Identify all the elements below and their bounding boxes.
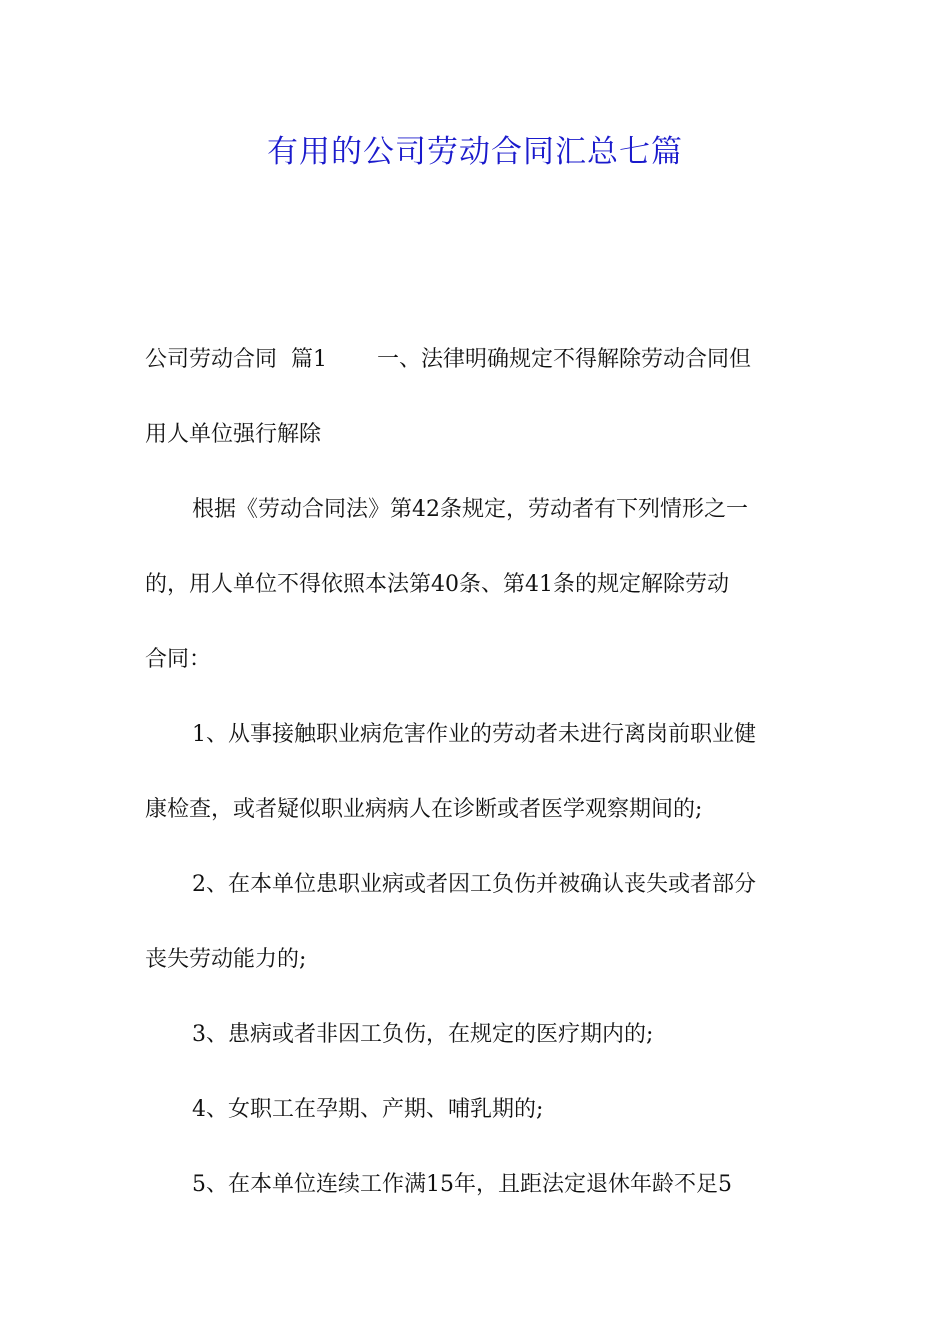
paragraph-line-1	[145, 340, 815, 380]
paragraph-line-5: 合同：	[145, 647, 212, 672]
document-title: 有用的公司劳动合同汇总七篇	[267, 134, 683, 170]
list-item-1-line-1: 1、从事接触职业病危害作业的劳动者未进行离岗前职业健	[192, 722, 756, 747]
list-item-2-line-2: 丧失劳动能力的;	[145, 947, 307, 972]
paragraph-line-3: 根据《劳动合同法》第42条规定，劳动者有下列情形之一	[192, 497, 748, 522]
list-item-3: 3、患病或者非因工负伤，在规定的医疗期内的;	[192, 1022, 654, 1047]
section-heading: 公司劳动合同 篇1	[145, 347, 327, 372]
list-item-4: 4、女职工在孕期、产期、哺乳期的;	[192, 1097, 544, 1122]
clause-heading-line: 一、法律明确规定不得解除劳动合同但	[376, 347, 751, 372]
list-item-1-line-2: 康检查，或者疑似职业病病人在诊断或者医学观察期间的;	[145, 797, 703, 822]
paragraph-line-4: 的，用人单位不得依照本法第40条、第41条的规定解除劳动	[145, 572, 729, 597]
paragraph-line-2: 用人单位强行解除	[145, 422, 322, 447]
list-item-5-line-1: 5、在本单位连续工作满15年，且距法定退休年龄不足5	[192, 1172, 732, 1197]
list-item-2-line-1: 2、在本单位患职业病或者因工负伤并被确认丧失或者部分	[192, 872, 756, 897]
